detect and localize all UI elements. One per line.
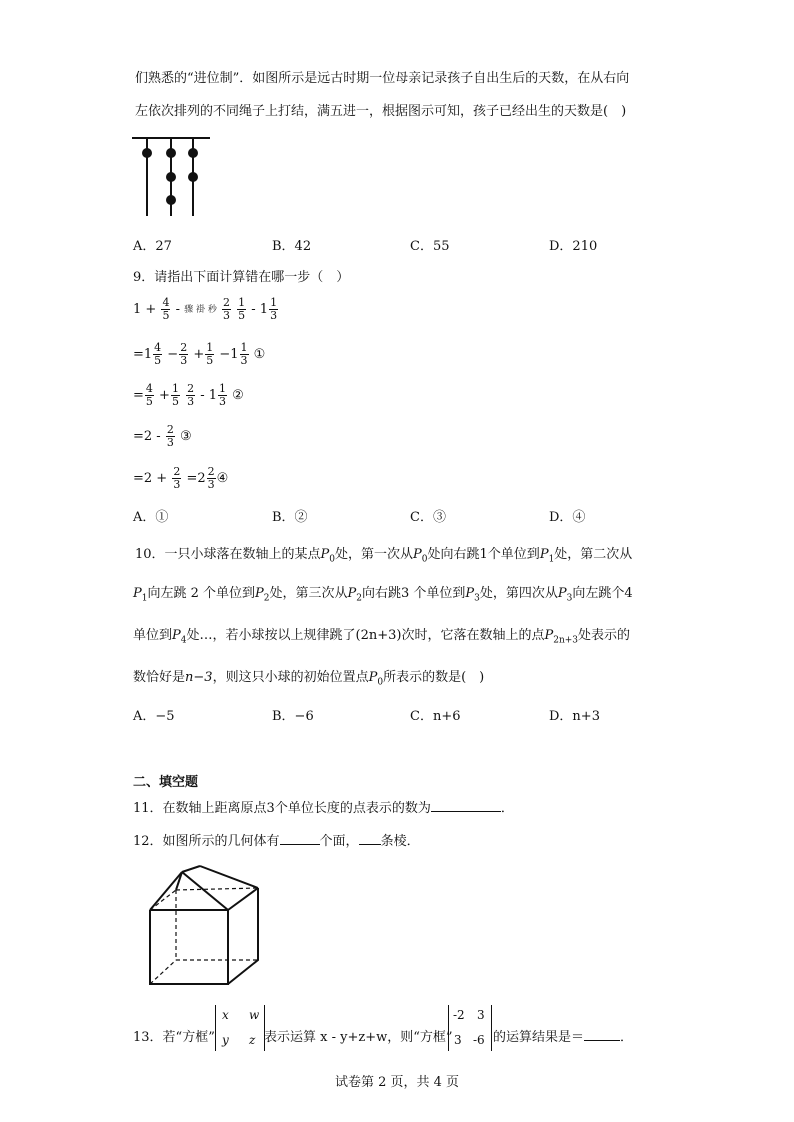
q13-prefix: 13．若“方框” <box>133 1030 215 1045</box>
q10-option-b: B．−6 <box>272 709 314 724</box>
q9-stem: 9．请指出下面计算错在哪一步（ ） <box>133 270 350 285</box>
q9-option-b: B．② <box>272 510 308 525</box>
section-heading: 二、填空题 <box>133 775 199 790</box>
q10-option-a: A．−5 <box>133 709 175 724</box>
q9-step4: =2 + $\frac{2}{3}$ =2 $\frac{2}{3}$ ④ <box>133 465 229 491</box>
q12-faces-blank[interactable] <box>280 832 320 845</box>
q8-option-d: D．210 <box>549 239 598 254</box>
house-solid-figure <box>140 862 280 992</box>
q13-suffix: 的运算结果是＝ ． <box>493 1030 634 1045</box>
q11-answer-blank[interactable] <box>431 799 501 812</box>
q12-edges-blank[interactable] <box>359 832 381 845</box>
q11: 11．在数轴上距离原点3个单位长度的点表示的数为 ． <box>133 801 514 816</box>
q10-option-d: D．n+3 <box>549 709 600 724</box>
q9-step3: =2 - $\frac{2}{3}$ ③ <box>133 423 192 449</box>
q9-step0: 1 + $\frac{4}{5}$ - 骤 褂 秒 $\frac{2}{3}$ $\frac{1}{5}$ - 1 $\frac{1}{3}$ <box>133 296 278 322</box>
q8-line1: 们熟悉的“进位制”．如图所示是远古时期一位母亲记录孩子自出生后的天数，在从右向 <box>135 71 630 86</box>
q12: 12．如图所示的几何体有 个面， 条棱． <box>133 834 420 849</box>
q13-answer-blank[interactable] <box>584 1028 620 1041</box>
page-footer: 试卷第 2 页，共 4 页 <box>334 1075 460 1090</box>
q8-option-b: B．42 <box>272 239 312 254</box>
q13-matrix-numeric: -2 3 3 -6 <box>448 1005 492 1051</box>
q10-line4: 数恰好是n−3，则这只小球的初始位置点$P_0$所表示的数是( ) <box>133 670 485 688</box>
q13-operation: 表示运算 x - y+z+w，则“方框” <box>264 1030 453 1045</box>
q8-option-c: C．55 <box>410 239 450 254</box>
q8-line2: 左依次排列的不同绳子上打结，满五进一，根据图示可知，孩子已经出生的天数是( ) <box>135 104 627 119</box>
q10-line1: 10．一只小球落在数轴上的某点$P_0$处，第一次从$P_0$处向右跳1个单位到$P_1$处，第二次从 <box>135 547 633 565</box>
q9-option-c: C．③ <box>410 510 446 525</box>
q9-step1: =1 $\frac{4}{5}$ − $\frac{2}{3}$ + $\frac{1}{5}$ −1 $\frac{1}{3}$ ① <box>133 341 266 367</box>
knot-rope-figure <box>130 132 214 218</box>
q10-line2: $P_1$向左跳 2 个单位到$P_2$处，第三次从$P_2$向右跳3 个单位到$P_3$处，第四次从$P_3$向左跳个4 <box>133 586 633 604</box>
q13-matrix-symbolic: x w y z <box>215 1005 265 1051</box>
q8-option-a: A．27 <box>133 239 172 254</box>
q10-option-c: C．n+6 <box>410 709 461 724</box>
q9-option-d: D．④ <box>549 510 586 525</box>
q9-option-a: A．① <box>133 510 169 525</box>
q10-line3: 单位到$P_4$处…，若小球按以上规律跳了(2n+3)次时，它落在数轴上的点$P_{2n+3}$处表示的 <box>133 628 631 646</box>
q9-step2: = $\frac{4}{5}$ + $\frac{1}{5}$ $\frac{2}{3}$ - 1 $\frac{1}{3}$ ② <box>133 382 244 408</box>
